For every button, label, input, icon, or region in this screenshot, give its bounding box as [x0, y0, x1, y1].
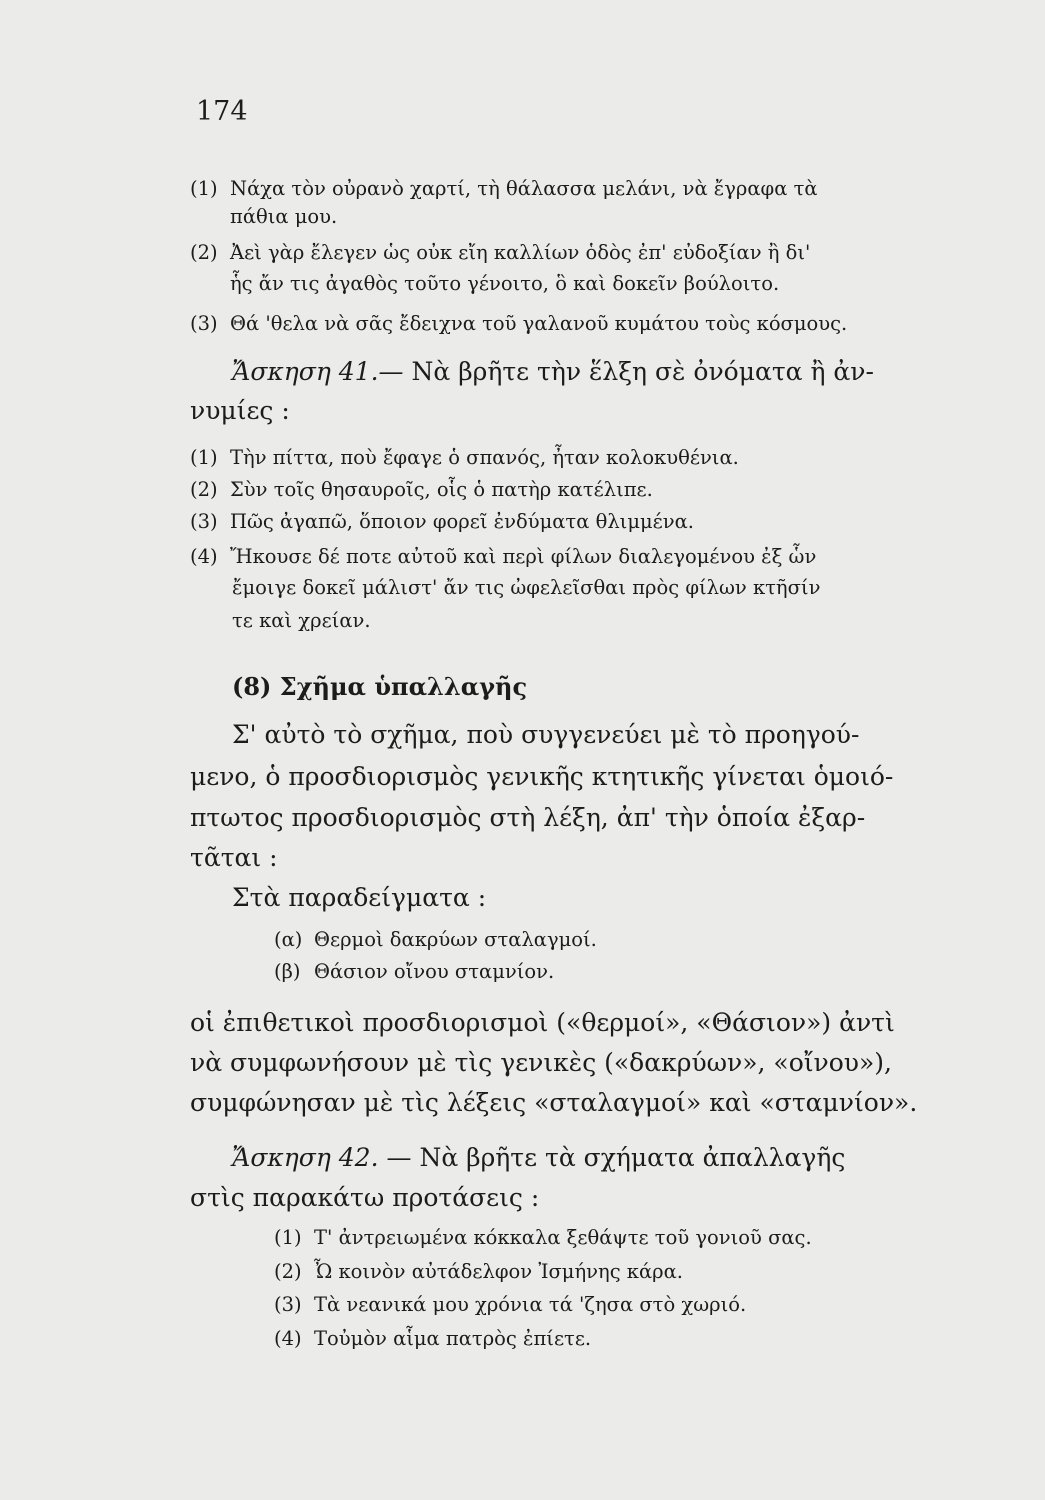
conclusion-line-1: οἱ ἐπιθετικοὶ προσδιορισμοὶ («θερμοί», «Θάσιον») ἀντὶ: [190, 1008, 895, 1037]
exercise-41-heading-cont: νυμίες :: [190, 396, 290, 425]
example-a: (α) Θερμοὶ δακρύων σταλαγμοί.: [274, 928, 597, 951]
ex41-item-4-line-2: ἔμοιγε δοκεῖ μάλιστ' ἄν τις ὠφελεῖσθαι πρὸς φίλων κτῆσίν: [232, 576, 821, 599]
conclusion-line-2: νὰ συμφωνήσουν μὲ τὶς γενικὲς («δακρύων», «οἴνου»),: [190, 1048, 893, 1077]
page-number: 174: [196, 96, 248, 127]
ex42-item-4: (4) Τοὐμὸν αἷμα πατρὸς ἐπίετε.: [274, 1327, 592, 1350]
ex41-item-2: (2) Σὺν τοῖς θησαυροῖς, οἷς ὁ πατὴρ κατέλιπε.: [190, 478, 653, 501]
section-8-heading: (8) Σχῆμα ὑπαλλαγῆς: [232, 672, 528, 701]
ex42-item-1: (1) Τ' ἀντρειωμένα κόκκαλα ξεθάψτε τοῦ γονιοῦ σας.: [274, 1226, 812, 1249]
footnote-3-line-1: (3) Θά 'θελα νὰ σᾶς ἔδειχνα τοῦ γαλανοῦ κυμάτου τοὺς κόσμους.: [190, 312, 848, 335]
footnote-2-line-2: ἧς ἄν τις ἀγαθὸς τοῦτο γένοιτο, ὃ καὶ δοκεῖν βούλοιτο.: [230, 272, 780, 295]
ex41-item-4-line-3: τε καὶ χρείαν.: [232, 609, 371, 632]
ex41-item-1: (1) Τὴν πίττα, ποὺ ἔφαγε ὁ σπανός, ἦταν κολοκυθένια.: [190, 446, 739, 469]
footnote-2-line-1: (2) Ἀεὶ γὰρ ἔλεγεν ὡς οὐκ εἴη καλλίων ὁδὸς ἐπ' εὐδοξίαν ἢ δι': [190, 241, 811, 264]
section-8-para-line-1: Σ' αὐτὸ τὸ σχῆμα, ποὺ συγγενεύει μὲ τὸ προηγού-: [232, 720, 860, 749]
exercise-41-heading: Ἄσκηση 41.— Νὰ βρῆτε τὴν ἕλξη σὲ ὀνόματα ἢ ἀν-: [232, 357, 874, 386]
ex41-item-3: (3) Πῶς ἀγαπῶ, ὅποιον φορεῖ ἐνδύματα θλιμμένα.: [190, 510, 694, 533]
example-b: (β) Θάσιον οἴνου σταμνίον.: [274, 960, 555, 983]
ex41-item-4-line-1: (4) Ἤκουσε δέ ποτε αὐτοῦ καὶ περὶ φίλων διαλεγομένου ἐξ ὧν: [190, 545, 817, 568]
ex42-item-3: (3) Τὰ νεανικά μου χρόνια τά 'ζησα στὸ χωριό.: [274, 1293, 747, 1316]
exercise-42-heading: Ἄσκηση 42. — Νὰ βρῆτε τὰ σχήματα ἀπαλλαγῆς: [232, 1143, 846, 1172]
section-8-para-line-4: τᾶται :: [190, 843, 278, 872]
exercise-42-heading-cont: στὶς παρακάτω προτάσεις :: [190, 1183, 540, 1212]
examples-intro: Στὰ παραδείγματα :: [232, 883, 487, 912]
section-8-para-line-3: πτωτος προσδιορισμὸς στὴ λέξη, ἀπ' τὴν ὁποία ἐξαρ-: [190, 803, 866, 832]
ex42-item-2: (2) Ὦ κοινὸν αὐτάδελφον Ἰσμήνης κάρα.: [274, 1260, 683, 1283]
conclusion-line-3: συμφώνησαν μὲ τὶς λέξεις «σταλαγμοί» καὶ «σταμνίον».: [190, 1088, 918, 1117]
footnote-1-line-1: (1) Νάχα τὸν οὐρανὸ χαρτί, τὴ θάλασσα μελάνι, νὰ ἔγραφα τὰ: [190, 177, 818, 200]
section-8-para-line-2: μενο, ὁ προσδιορισμὸς γενικῆς κτητικῆς γίνεται ὁμοιό-: [190, 762, 894, 791]
footnote-1-line-2: πάθια μου.: [230, 205, 338, 228]
